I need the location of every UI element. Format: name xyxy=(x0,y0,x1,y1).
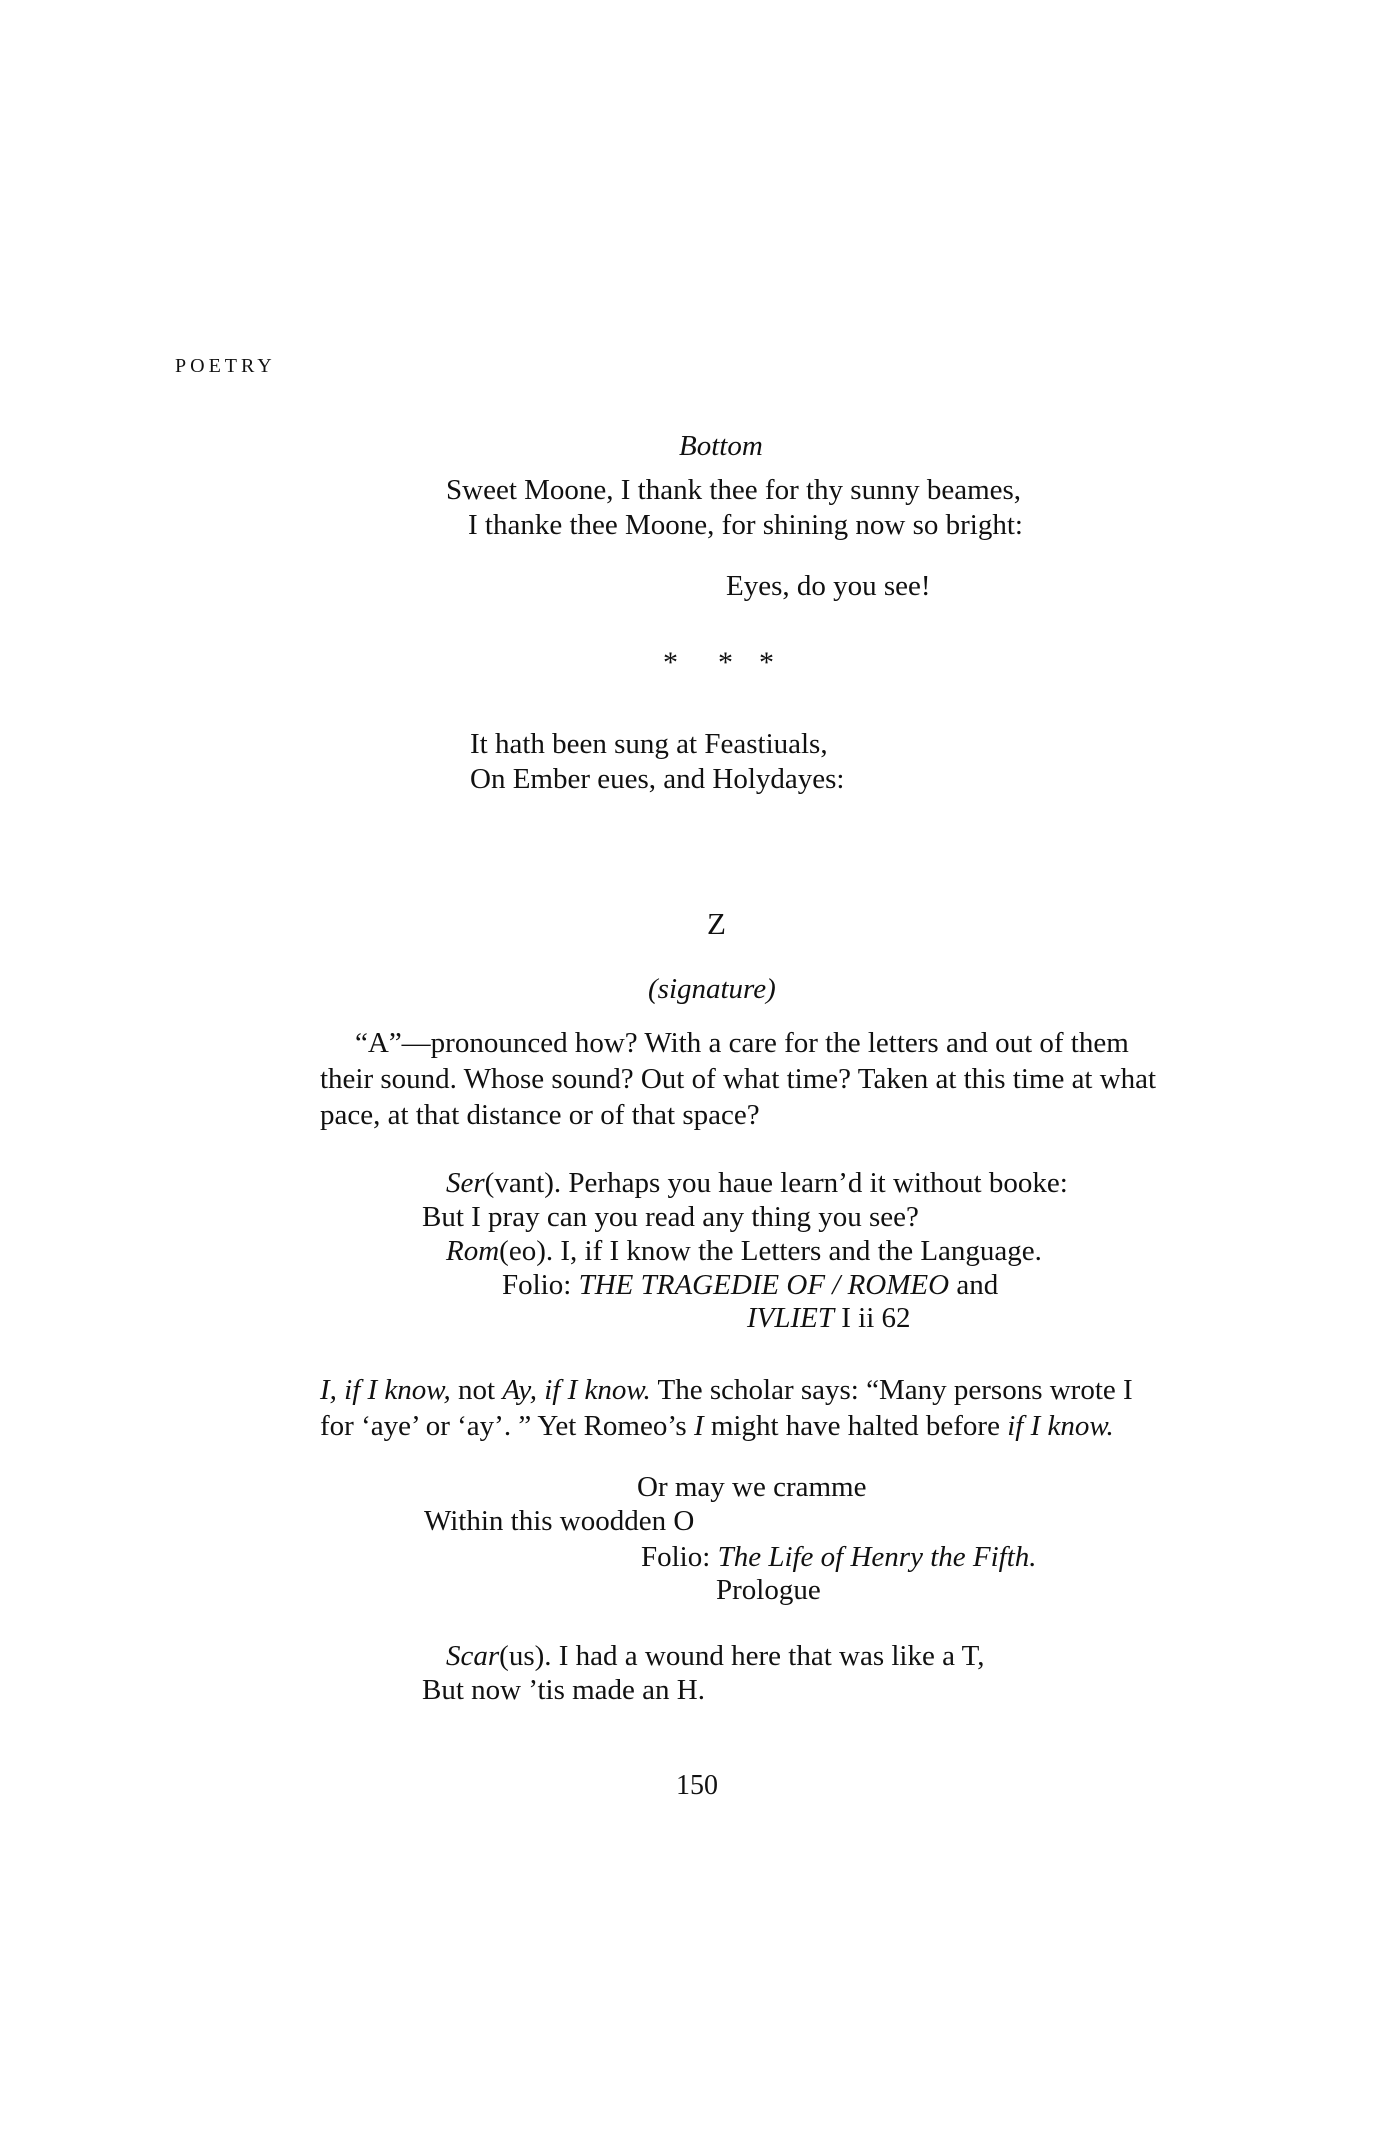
italic-phrase: I, if I know, xyxy=(320,1374,451,1406)
running-header: POETRY xyxy=(175,355,276,377)
citation-label: Folio: xyxy=(641,1541,718,1573)
prose-paragraph xyxy=(320,1372,1133,1444)
quote-line: But now ’tis made an H. xyxy=(422,1674,705,1706)
prose-line xyxy=(320,1408,1133,1444)
section-letter: Z xyxy=(707,906,726,941)
citation-title: IVLIET xyxy=(747,1302,834,1334)
page-number: 150 xyxy=(676,1770,718,1801)
citation-text: and xyxy=(949,1269,999,1301)
citation-text: I ii 62 xyxy=(834,1302,911,1334)
verse-line: Eyes, do you see! xyxy=(726,570,931,602)
separator-star: * xyxy=(759,646,774,679)
citation-line: Prologue xyxy=(716,1574,821,1606)
verse-line: On Ember eues, and Holydayes: xyxy=(470,763,845,795)
prose-text: not xyxy=(450,1374,503,1406)
italic-phrase: if I know. xyxy=(1007,1410,1114,1442)
prose-paragraph xyxy=(320,1025,1156,1133)
prose-line xyxy=(320,1372,1133,1408)
separator-star: * xyxy=(663,646,678,679)
speaker-prefix: Rom xyxy=(446,1235,500,1267)
quote-line: But I pray can you read any thing you see? xyxy=(422,1201,919,1233)
speaker-prefix: Scar xyxy=(446,1640,500,1672)
quote-line xyxy=(446,1169,1068,1198)
prose-text: for ‘aye’ or ‘ay’. ” Yet Romeo’s xyxy=(320,1410,694,1442)
prose-line: “A”—pronounced how? With a care for the letters and out of them xyxy=(355,1027,1129,1059)
quote-line: Or may we cramme xyxy=(637,1471,867,1503)
verse-line: I thanke thee Moone, for shining now so bright: xyxy=(468,509,1023,541)
verse-line: Sweet Moone, I thank thee for thy sunny beames, xyxy=(446,474,1022,506)
separator-star: * xyxy=(718,646,733,679)
quote-text: (us). I had a wound here that was like a T, xyxy=(499,1640,985,1672)
speaker-name: Bottom xyxy=(679,430,763,462)
section-subtitle: (signature) xyxy=(648,973,776,1005)
prose-line: pace, at that distance or of that space? xyxy=(320,1099,760,1131)
quote-line xyxy=(446,1642,985,1671)
citation-title: THE TRAGEDIE OF / ROMEO xyxy=(578,1269,950,1301)
citation-line xyxy=(747,1304,911,1333)
italic-phrase: I xyxy=(693,1410,704,1442)
quote-text: (eo). I, if I know the Letters and the Language. xyxy=(499,1235,1042,1267)
citation-line xyxy=(502,1271,998,1300)
quote-text: (vant). Perhaps you haue learn’d it without booke: xyxy=(484,1167,1068,1199)
prose-text: might have halted before xyxy=(703,1410,1008,1442)
prose-line: their sound. Whose sound? Out of what time? Taken at this time at what xyxy=(320,1063,1157,1095)
verse-line: It hath been sung at Feastiuals, xyxy=(470,728,828,760)
italic-phrase: Ay, if I know. xyxy=(502,1374,651,1406)
quote-line: Within this woodden O xyxy=(424,1505,695,1537)
citation-line xyxy=(641,1543,1037,1572)
citation-title: The Life of Henry the Fifth. xyxy=(717,1541,1037,1573)
speaker-prefix: Ser xyxy=(446,1167,485,1199)
prose-text: The scholar says: “Many persons wrote I xyxy=(650,1374,1133,1406)
citation-label: Folio: xyxy=(502,1269,579,1301)
quote-line xyxy=(446,1237,1042,1266)
